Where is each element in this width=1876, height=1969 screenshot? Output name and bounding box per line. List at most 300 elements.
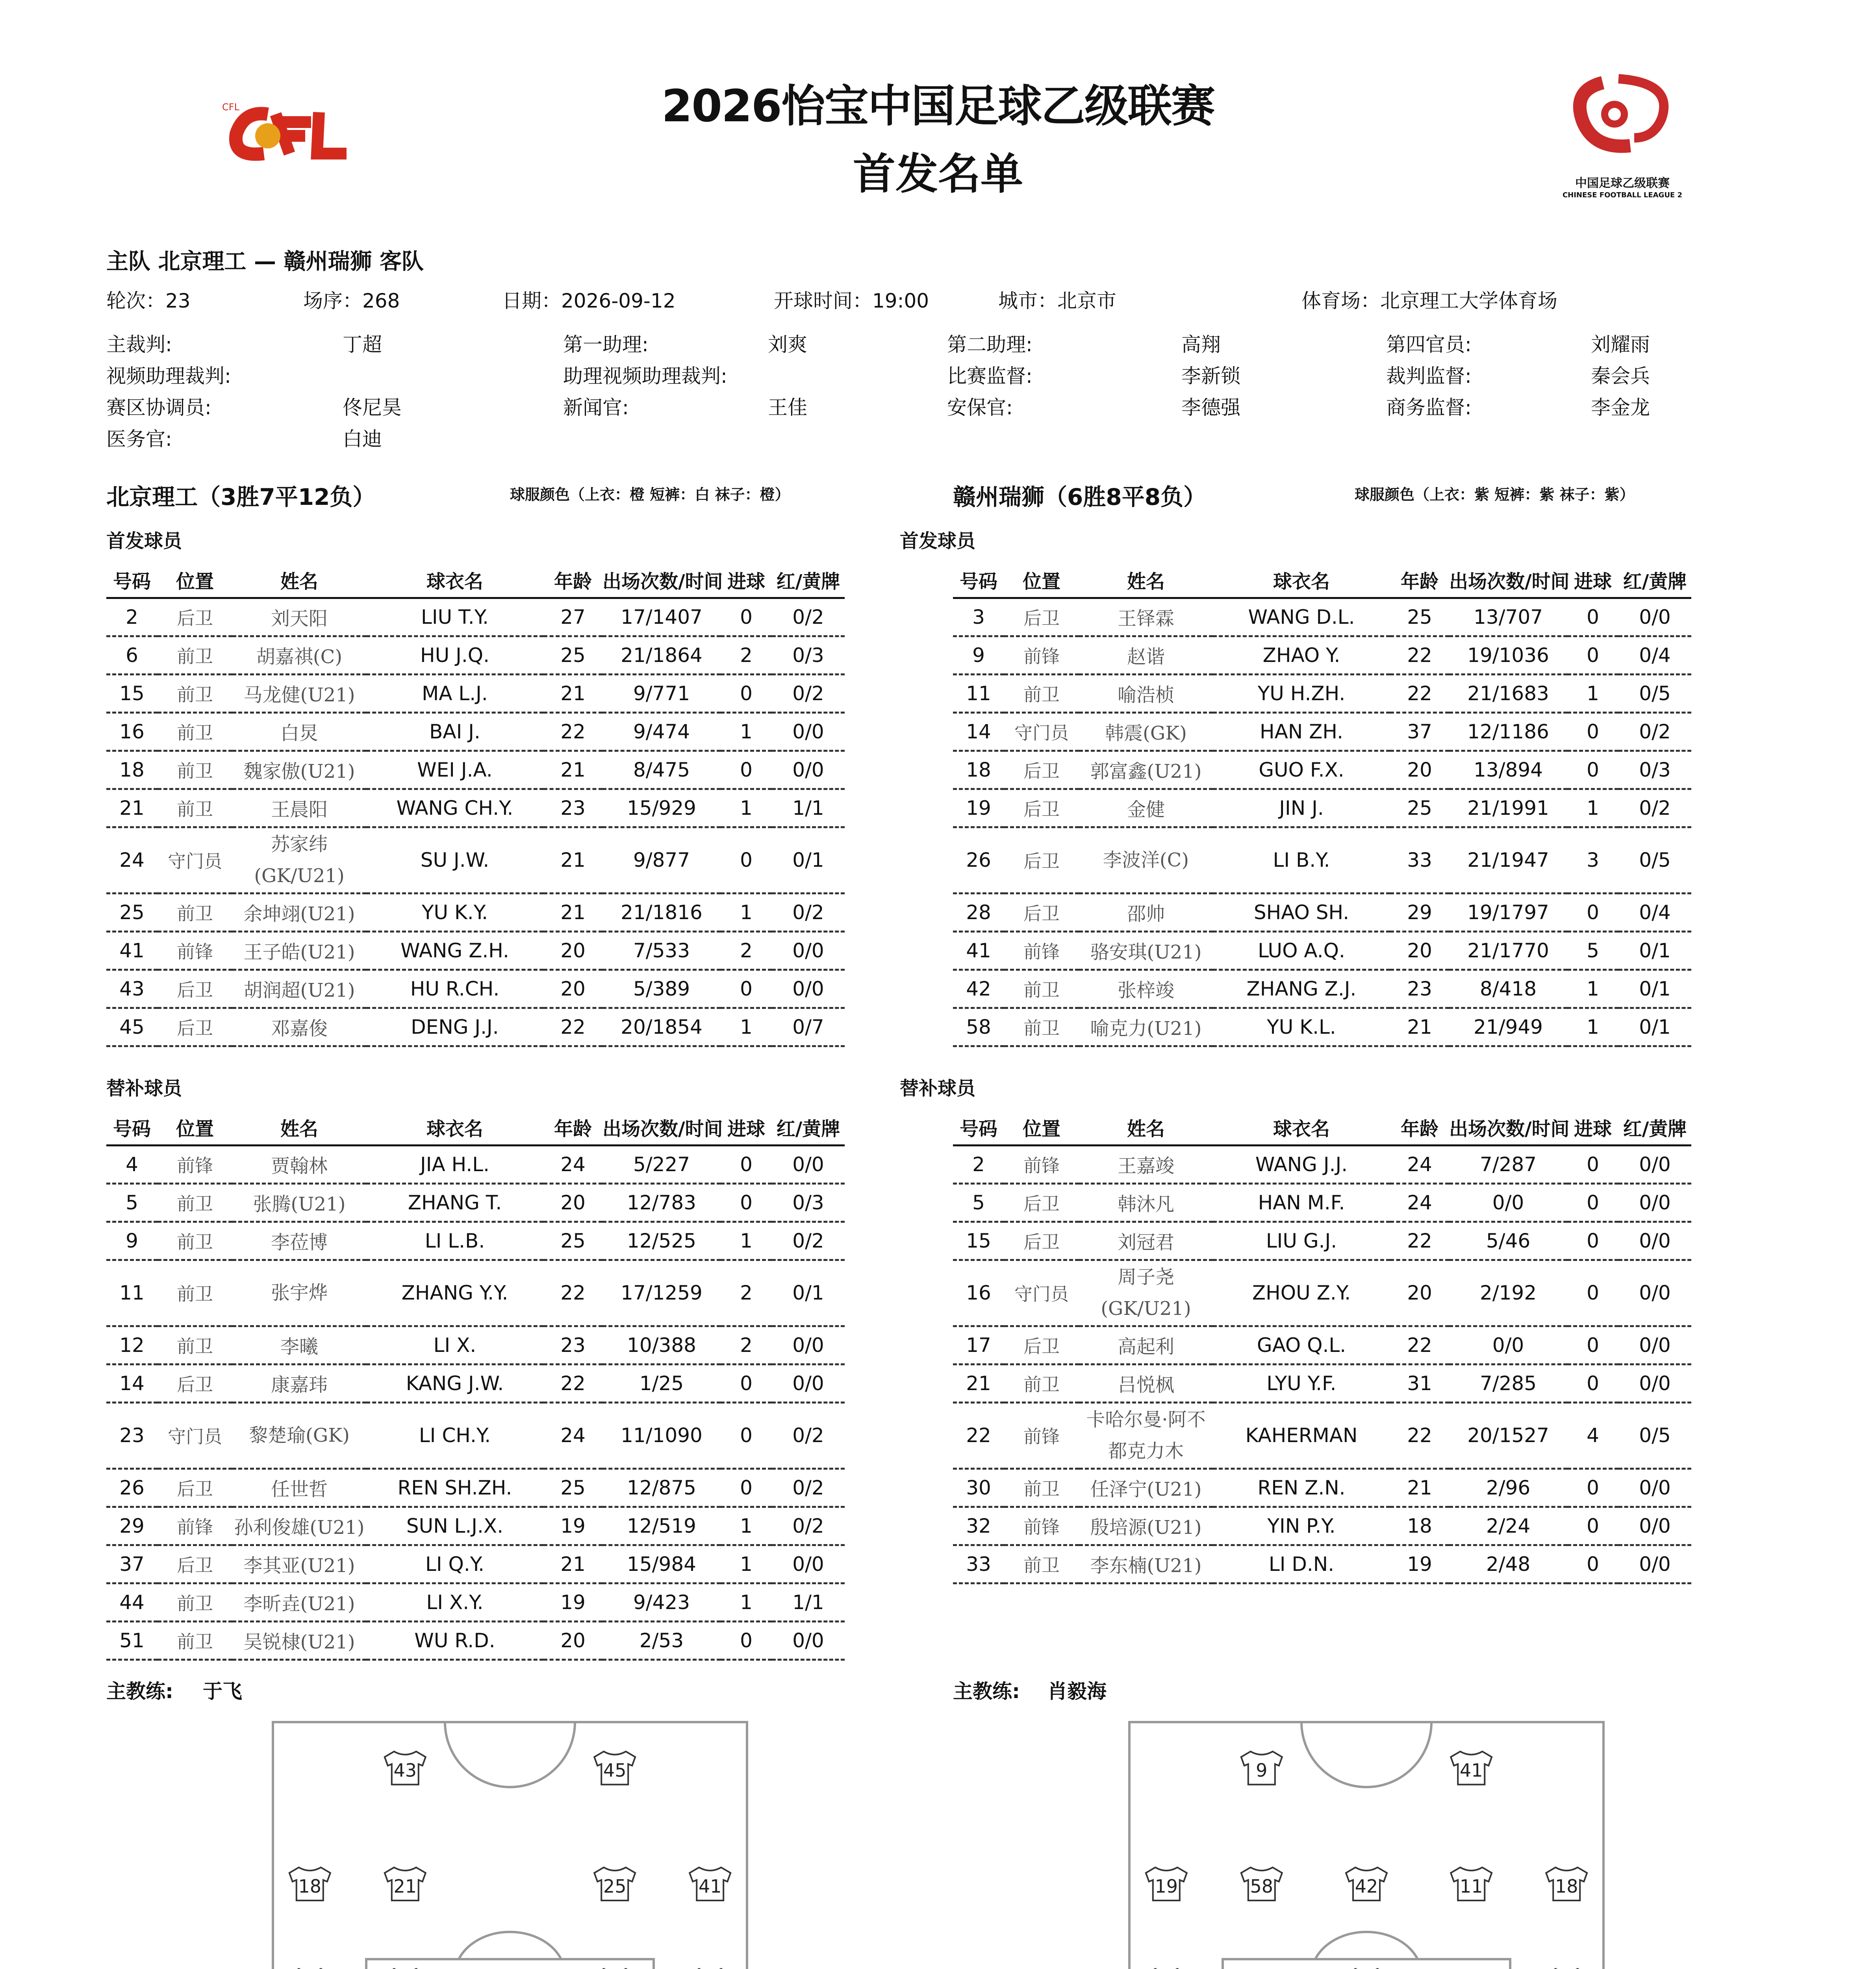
table-row bbox=[953, 751, 1691, 789]
cell-name: 吕悦枫 bbox=[1079, 1364, 1213, 1402]
cell-shirt-name: LI X.Y. bbox=[366, 1583, 543, 1621]
cell-number: 41 bbox=[106, 931, 158, 970]
cell-position: 前锋 bbox=[1004, 1507, 1079, 1545]
cell-shirt-name: LI Q.Y. bbox=[366, 1545, 543, 1583]
cell-number: 15 bbox=[106, 674, 158, 712]
official-name: 白迪 bbox=[343, 428, 382, 451]
cell-goals: 1 bbox=[721, 1545, 772, 1583]
cell-appearances: 7/287 bbox=[1449, 1145, 1567, 1183]
cell-appearances: 17/1259 bbox=[602, 1260, 721, 1326]
player-shirt-icon bbox=[1451, 1752, 1492, 1785]
cell-age: 22 bbox=[543, 1364, 602, 1402]
column-header-position: 位置 bbox=[1004, 1111, 1079, 1145]
cell-number: 43 bbox=[106, 970, 158, 1008]
player-shirt-number: 41 bbox=[698, 1876, 722, 1897]
cell-cards: 0/2 bbox=[1618, 712, 1691, 751]
column-header-cards: 红/黄牌 bbox=[772, 563, 845, 598]
cell-goals: 4 bbox=[1567, 1402, 1618, 1468]
cell-position: 前卫 bbox=[158, 1326, 232, 1364]
away-team-title: 赣州瑞狮（6胜8平8负） bbox=[953, 484, 1207, 510]
table-row bbox=[106, 712, 845, 751]
cell-shirt-name: WANG J.J. bbox=[1213, 1145, 1390, 1183]
cell-shirt-name: DENG J.J. bbox=[366, 1008, 543, 1046]
table-row bbox=[953, 1008, 1691, 1046]
cell-number: 24 bbox=[106, 827, 158, 893]
cell-position: 前卫 bbox=[158, 674, 232, 712]
table-row bbox=[953, 1326, 1691, 1364]
cell-name: 邵帅 bbox=[1079, 893, 1213, 931]
column-header-goals: 进球 bbox=[1567, 1111, 1618, 1145]
teams-line: 主队 北京理工 — 赣州瑞狮 客队 bbox=[106, 249, 424, 274]
home-kit-colors: 球服颜色（上衣：橙 短裤：白 袜子：橙） bbox=[510, 486, 790, 503]
cell-goals: 0 bbox=[1567, 1222, 1618, 1260]
cell-cards: 0/1 bbox=[772, 1260, 845, 1326]
home-coach-name: 于飞 bbox=[203, 1680, 242, 1703]
cell-age: 22 bbox=[1390, 674, 1449, 712]
table-row bbox=[106, 1583, 845, 1621]
cell-name: 张腾(U21) bbox=[232, 1183, 366, 1222]
official-name: 高翔 bbox=[1181, 333, 1221, 356]
cell-age: 20 bbox=[543, 970, 602, 1008]
cell-age: 25 bbox=[543, 1468, 602, 1507]
table-row bbox=[953, 893, 1691, 931]
cell-appearances: 13/707 bbox=[1449, 598, 1567, 636]
player-shirt-number: 43 bbox=[393, 1759, 417, 1781]
cell-appearances: 5/46 bbox=[1449, 1222, 1567, 1260]
cell-appearances: 12/875 bbox=[602, 1468, 721, 1507]
cell-name: 李莅博 bbox=[232, 1222, 366, 1260]
column-header-number: 号码 bbox=[106, 563, 158, 598]
cell-position: 前锋 bbox=[158, 1145, 232, 1183]
cell-number: 19 bbox=[953, 789, 1004, 827]
cell-cards: 0/1 bbox=[1618, 1008, 1691, 1046]
table-row bbox=[953, 1402, 1691, 1468]
cell-position: 后卫 bbox=[1004, 598, 1079, 636]
cell-goals: 0 bbox=[721, 598, 772, 636]
cell-goals: 0 bbox=[1567, 636, 1618, 674]
home-subs-table bbox=[106, 1111, 845, 1661]
cell-appearances: 2/53 bbox=[602, 1621, 721, 1659]
cell-shirt-name: KAHERMAN bbox=[1213, 1402, 1390, 1468]
cell-age: 22 bbox=[543, 712, 602, 751]
cell-appearances: 7/533 bbox=[602, 931, 721, 970]
cell-name: 康嘉玮 bbox=[232, 1364, 366, 1402]
cell-age: 20 bbox=[543, 931, 602, 970]
cell-age: 24 bbox=[1390, 1183, 1449, 1222]
table-row bbox=[106, 931, 845, 970]
cell-appearances: 1/25 bbox=[602, 1364, 721, 1402]
cell-name: 黎楚瑜(GK) bbox=[232, 1402, 366, 1468]
cell-age: 23 bbox=[1390, 970, 1449, 1008]
column-header-position: 位置 bbox=[158, 1111, 232, 1145]
table-row bbox=[106, 1222, 845, 1260]
cell-goals: 1 bbox=[721, 1583, 772, 1621]
cell-cards: 0/0 bbox=[772, 931, 845, 970]
column-header-cards: 红/黄牌 bbox=[772, 1111, 845, 1145]
cell-goals: 0 bbox=[1567, 712, 1618, 751]
column-header-age: 年龄 bbox=[543, 1111, 602, 1145]
cell-goals: 0 bbox=[1567, 1507, 1618, 1545]
table-row bbox=[953, 827, 1691, 893]
cell-cards: 0/2 bbox=[772, 1507, 845, 1545]
cell-cards: 0/0 bbox=[1618, 1183, 1691, 1222]
table-row bbox=[953, 712, 1691, 751]
cell-age: 22 bbox=[1390, 1402, 1449, 1468]
cell-appearances: 8/475 bbox=[602, 751, 721, 789]
cell-age: 21 bbox=[543, 674, 602, 712]
cell-position: 后卫 bbox=[1004, 893, 1079, 931]
cell-age: 21 bbox=[543, 1545, 602, 1583]
away-coach-label: 主教练: bbox=[953, 1680, 1020, 1703]
cell-shirt-name: LYU Y.F. bbox=[1213, 1364, 1390, 1402]
player-shirt-number: 11 bbox=[1459, 1876, 1483, 1897]
cell-goals: 5 bbox=[1567, 931, 1618, 970]
cell-appearances: 17/1407 bbox=[602, 598, 721, 636]
cfl-logo-text: CFL bbox=[222, 102, 239, 113]
cell-number: 25 bbox=[106, 893, 158, 931]
cell-position: 后卫 bbox=[158, 970, 232, 1008]
column-header-goals: 进球 bbox=[721, 563, 772, 598]
table-row bbox=[106, 1008, 845, 1046]
cell-position: 前卫 bbox=[1004, 970, 1079, 1008]
cell-goals: 0 bbox=[721, 1183, 772, 1222]
cell-cards: 0/0 bbox=[1618, 1468, 1691, 1507]
cell-shirt-name: ZHOU Z.Y. bbox=[1213, 1260, 1390, 1326]
table-row bbox=[953, 1468, 1691, 1507]
cell-position: 后卫 bbox=[1004, 751, 1079, 789]
cell-cards: 0/2 bbox=[772, 598, 845, 636]
cell-cards: 0/0 bbox=[772, 970, 845, 1008]
cell-name: 李昕垚(U21) bbox=[232, 1583, 366, 1621]
cell-age: 21 bbox=[543, 893, 602, 931]
player-shirt-number: 21 bbox=[393, 1876, 417, 1897]
cell-shirt-name: SU J.W. bbox=[366, 827, 543, 893]
table-row bbox=[106, 598, 845, 636]
cell-number: 9 bbox=[953, 636, 1004, 674]
column-header-shirt-name: 球衣名 bbox=[366, 563, 543, 598]
official-label: 第四官员: bbox=[1386, 333, 1472, 356]
cell-goals: 0 bbox=[721, 751, 772, 789]
cell-appearances: 12/519 bbox=[602, 1507, 721, 1545]
table-row bbox=[106, 1507, 845, 1545]
column-header-age: 年龄 bbox=[1390, 1111, 1449, 1145]
cell-name: 李曦 bbox=[232, 1326, 366, 1364]
cell-number: 11 bbox=[953, 674, 1004, 712]
column-header-position: 位置 bbox=[158, 563, 232, 598]
official-name: 佟尼昊 bbox=[343, 396, 402, 419]
cell-number: 37 bbox=[106, 1545, 158, 1583]
cell-position: 前锋 bbox=[1004, 1145, 1079, 1183]
cell-cards: 0/1 bbox=[772, 827, 845, 893]
table-header-row bbox=[106, 563, 845, 598]
cell-position: 后卫 bbox=[1004, 1183, 1079, 1222]
table-row bbox=[106, 1260, 845, 1326]
cell-goals: 2 bbox=[721, 1326, 772, 1364]
cell-age: 21 bbox=[543, 751, 602, 789]
cell-position: 前卫 bbox=[158, 1583, 232, 1621]
cell-appearances: 20/1854 bbox=[602, 1008, 721, 1046]
official-label: 主裁判: bbox=[106, 333, 172, 356]
table-row bbox=[953, 1145, 1691, 1183]
cell-number: 41 bbox=[953, 931, 1004, 970]
cell-age: 19 bbox=[543, 1507, 602, 1545]
cell-age: 25 bbox=[1390, 598, 1449, 636]
cell-shirt-name: ZHANG Z.J. bbox=[1213, 970, 1390, 1008]
cell-shirt-name: HU R.CH. bbox=[366, 970, 543, 1008]
cell-cards: 0/0 bbox=[772, 1545, 845, 1583]
cell-appearances: 15/929 bbox=[602, 789, 721, 827]
cell-cards: 0/5 bbox=[1618, 1402, 1691, 1468]
player-shirt-icon bbox=[1346, 1867, 1387, 1900]
cell-cards: 0/4 bbox=[1618, 893, 1691, 931]
official-label: 裁判监督: bbox=[1386, 365, 1472, 387]
cell-name: 张宇烨 bbox=[232, 1260, 366, 1326]
cell-number: 44 bbox=[106, 1583, 158, 1621]
player-shirt-icon bbox=[1146, 1867, 1187, 1900]
cell-shirt-name: LI X. bbox=[366, 1326, 543, 1364]
home-coach-label: 主教练: bbox=[106, 1680, 173, 1703]
cell-shirt-name: LI D.N. bbox=[1213, 1545, 1390, 1583]
table-row bbox=[106, 1145, 845, 1183]
cell-appearances: 21/1864 bbox=[602, 636, 721, 674]
column-header-number: 号码 bbox=[953, 1111, 1004, 1145]
cell-number: 18 bbox=[953, 751, 1004, 789]
cell-appearances: 10/388 bbox=[602, 1326, 721, 1364]
table-row bbox=[106, 1364, 845, 1402]
cell-number: 6 bbox=[106, 636, 158, 674]
cell-name: 高起利 bbox=[1079, 1326, 1213, 1364]
cell-name: 白炅 bbox=[232, 712, 366, 751]
official-name: 李金龙 bbox=[1591, 396, 1650, 419]
cell-appearances: 19/1797 bbox=[1449, 893, 1567, 931]
cell-appearances: 12/1186 bbox=[1449, 712, 1567, 751]
cell-shirt-name: LUO A.Q. bbox=[1213, 931, 1390, 970]
player-shirt-number: 18 bbox=[1555, 1876, 1578, 1897]
cell-age: 20 bbox=[543, 1183, 602, 1222]
cell-position: 前卫 bbox=[1004, 1468, 1079, 1507]
cell-age: 25 bbox=[543, 636, 602, 674]
cell-goals: 1 bbox=[721, 1507, 772, 1545]
cell-number: 5 bbox=[106, 1183, 158, 1222]
cell-shirt-name: YU H.ZH. bbox=[1213, 674, 1390, 712]
cell-name: 魏家傲(U21) bbox=[232, 751, 366, 789]
cell-position: 前卫 bbox=[1004, 1008, 1079, 1046]
cell-number: 51 bbox=[106, 1621, 158, 1659]
cell-age: 22 bbox=[543, 1260, 602, 1326]
cell-position: 前卫 bbox=[158, 1621, 232, 1659]
cell-cards: 0/2 bbox=[772, 1222, 845, 1260]
table-row bbox=[953, 970, 1691, 1008]
cell-cards: 0/2 bbox=[772, 1468, 845, 1507]
cell-name: 孙利俊雄(U21) bbox=[232, 1507, 366, 1545]
cell-appearances: 12/525 bbox=[602, 1222, 721, 1260]
cell-number: 16 bbox=[953, 1260, 1004, 1326]
cell-number: 26 bbox=[953, 827, 1004, 893]
column-header-goals: 进球 bbox=[1567, 563, 1618, 598]
cell-appearances: 2/24 bbox=[1449, 1507, 1567, 1545]
cell-shirt-name: ZHANG Y.Y. bbox=[366, 1260, 543, 1326]
cell-goals: 0 bbox=[721, 1468, 772, 1507]
match-stadium: 体育场：北京理工大学体育场 bbox=[1301, 289, 1557, 312]
cell-age: 21 bbox=[543, 827, 602, 893]
cell-position: 后卫 bbox=[158, 598, 232, 636]
cell-name: 李其亚(U21) bbox=[232, 1545, 366, 1583]
cell-name: 马龙健(U21) bbox=[232, 674, 366, 712]
cell-name: 余坤翊(U21) bbox=[232, 893, 366, 931]
player-shirt-number: 19 bbox=[1155, 1876, 1178, 1897]
cell-cards: 0/0 bbox=[1618, 1507, 1691, 1545]
cell-position: 前锋 bbox=[158, 931, 232, 970]
cell-name: 胡润超(U21) bbox=[232, 970, 366, 1008]
cell-goals: 0 bbox=[721, 1402, 772, 1468]
table-row bbox=[106, 1468, 845, 1507]
cell-name: 骆安琪(U21) bbox=[1079, 931, 1213, 970]
player-shirt-icon bbox=[1546, 1867, 1587, 1900]
cell-position: 守门员 bbox=[158, 827, 232, 893]
cell-age: 22 bbox=[543, 1008, 602, 1046]
cell-goals: 3 bbox=[1567, 827, 1618, 893]
table-row bbox=[953, 1507, 1691, 1545]
cell-name: 张梓竣 bbox=[1079, 970, 1213, 1008]
cell-age: 25 bbox=[1390, 789, 1449, 827]
cell-goals: 1 bbox=[721, 1008, 772, 1046]
cell-shirt-name: LI B.Y. bbox=[1213, 827, 1390, 893]
cell-name: 吴锐棣(U21) bbox=[232, 1621, 366, 1659]
cell-shirt-name: MA L.J. bbox=[366, 674, 543, 712]
cell-age: 22 bbox=[1390, 1326, 1449, 1364]
official-name: 秦会兵 bbox=[1591, 365, 1650, 387]
cell-age: 23 bbox=[543, 789, 602, 827]
cell-shirt-name: YU K.Y. bbox=[366, 893, 543, 931]
cell-shirt-name: LI CH.Y. bbox=[366, 1402, 543, 1468]
cell-age: 21 bbox=[1390, 1468, 1449, 1507]
cell-position: 守门员 bbox=[1004, 712, 1079, 751]
cell-position: 后卫 bbox=[158, 1545, 232, 1583]
official-label: 比赛监督: bbox=[947, 365, 1033, 387]
table-row bbox=[106, 1545, 845, 1583]
column-header-cards: 红/黄牌 bbox=[1618, 563, 1691, 598]
cell-name: 殷培源(U21) bbox=[1079, 1507, 1213, 1545]
cell-goals: 0 bbox=[1567, 1260, 1618, 1326]
cell-age: 24 bbox=[543, 1145, 602, 1183]
cell-name: 李波洋(C) bbox=[1079, 827, 1213, 893]
cell-age: 33 bbox=[1390, 827, 1449, 893]
cell-name: 李东楠(U21) bbox=[1079, 1545, 1213, 1583]
player-shirt-number: 41 bbox=[1459, 1759, 1483, 1781]
cfl2-logo-en: CHINESE FOOTBALL LEAGUE 2 bbox=[1562, 191, 1683, 199]
cell-age: 29 bbox=[1390, 893, 1449, 931]
table-row bbox=[953, 1183, 1691, 1222]
cell-cards: 0/0 bbox=[772, 1145, 845, 1183]
cell-age: 20 bbox=[543, 1621, 602, 1659]
official-label: 新闻官: bbox=[563, 396, 629, 419]
cell-shirt-name: SUN L.J.X. bbox=[366, 1507, 543, 1545]
cell-position: 前锋 bbox=[1004, 1402, 1079, 1468]
cell-position: 后卫 bbox=[1004, 789, 1079, 827]
cell-cards: 0/0 bbox=[772, 1364, 845, 1402]
official-label: 医务官: bbox=[106, 428, 172, 451]
player-shirt-icon bbox=[385, 1752, 426, 1785]
column-header-number: 号码 bbox=[106, 1111, 158, 1145]
cell-cards: 0/5 bbox=[1618, 827, 1691, 893]
cell-shirt-name: YIN P.Y. bbox=[1213, 1507, 1390, 1545]
cell-goals: 1 bbox=[721, 1222, 772, 1260]
away-subs-label: 替补球员 bbox=[900, 1077, 976, 1099]
cell-cards: 0/2 bbox=[1618, 789, 1691, 827]
cell-appearances: 2/48 bbox=[1449, 1545, 1567, 1583]
home-team-title: 北京理工（3胜7平12负） bbox=[106, 484, 376, 510]
cell-name: 任世哲 bbox=[232, 1468, 366, 1507]
cell-number: 3 bbox=[953, 598, 1004, 636]
cell-shirt-name: ZHANG T. bbox=[366, 1183, 543, 1222]
column-header-number: 号码 bbox=[953, 563, 1004, 598]
official-name: 刘爽 bbox=[768, 333, 807, 356]
cell-goals: 0 bbox=[1567, 1183, 1618, 1222]
table-row bbox=[106, 751, 845, 789]
cell-appearances: 11/1090 bbox=[602, 1402, 721, 1468]
official-label: 商务监督: bbox=[1386, 396, 1472, 419]
table-row bbox=[953, 1364, 1691, 1402]
cell-name: 韩震(GK) bbox=[1079, 712, 1213, 751]
cell-name: 喻浩桢 bbox=[1079, 674, 1213, 712]
table-header-row bbox=[953, 1111, 1691, 1145]
column-header-cards: 红/黄牌 bbox=[1618, 1111, 1691, 1145]
cell-name: 喻克力(U21) bbox=[1079, 1008, 1213, 1046]
cell-position: 前卫 bbox=[158, 712, 232, 751]
cell-cards: 0/0 bbox=[1618, 598, 1691, 636]
cell-name: 邓嘉俊 bbox=[232, 1008, 366, 1046]
cell-number: 9 bbox=[106, 1222, 158, 1260]
cell-name: 赵谐 bbox=[1079, 636, 1213, 674]
official-label: 赛区协调员: bbox=[106, 396, 211, 419]
match-city: 城市：北京市 bbox=[998, 289, 1116, 312]
cell-name: 郭富鑫(U21) bbox=[1079, 751, 1213, 789]
cell-appearances: 7/285 bbox=[1449, 1364, 1567, 1402]
cell-shirt-name: WANG CH.Y. bbox=[366, 789, 543, 827]
home-starters-table bbox=[106, 563, 845, 1047]
cell-position: 后卫 bbox=[1004, 827, 1079, 893]
cell-cards: 1/1 bbox=[772, 1583, 845, 1621]
table-row bbox=[953, 1222, 1691, 1260]
cell-goals: 0 bbox=[1567, 1364, 1618, 1402]
column-header-name: 姓名 bbox=[1079, 563, 1213, 598]
cell-goals: 1 bbox=[721, 712, 772, 751]
player-shirt-number: 9 bbox=[1256, 1759, 1268, 1781]
table-header-row bbox=[106, 1111, 845, 1145]
cell-position: 前卫 bbox=[1004, 674, 1079, 712]
cell-appearances: 5/389 bbox=[602, 970, 721, 1008]
cell-cards: 0/0 bbox=[772, 712, 845, 751]
cell-position: 前卫 bbox=[158, 751, 232, 789]
table-row bbox=[106, 636, 845, 674]
table-row bbox=[953, 1545, 1691, 1583]
table-row bbox=[106, 674, 845, 712]
cell-goals: 1 bbox=[721, 893, 772, 931]
cell-position: 后卫 bbox=[158, 1364, 232, 1402]
cell-shirt-name: LI L.B. bbox=[366, 1222, 543, 1260]
cell-age: 18 bbox=[1390, 1507, 1449, 1545]
cell-number: 5 bbox=[953, 1183, 1004, 1222]
cell-cards: 0/0 bbox=[1618, 1364, 1691, 1402]
cell-appearances: 12/783 bbox=[602, 1183, 721, 1222]
cell-goals: 0 bbox=[721, 827, 772, 893]
cell-goals: 0 bbox=[1567, 1545, 1618, 1583]
cell-goals: 2 bbox=[721, 1260, 772, 1326]
cell-name: 贾翰林 bbox=[232, 1145, 366, 1183]
cell-appearances: 21/1947 bbox=[1449, 827, 1567, 893]
cell-age: 20 bbox=[1390, 1260, 1449, 1326]
cell-position: 前卫 bbox=[158, 1183, 232, 1222]
